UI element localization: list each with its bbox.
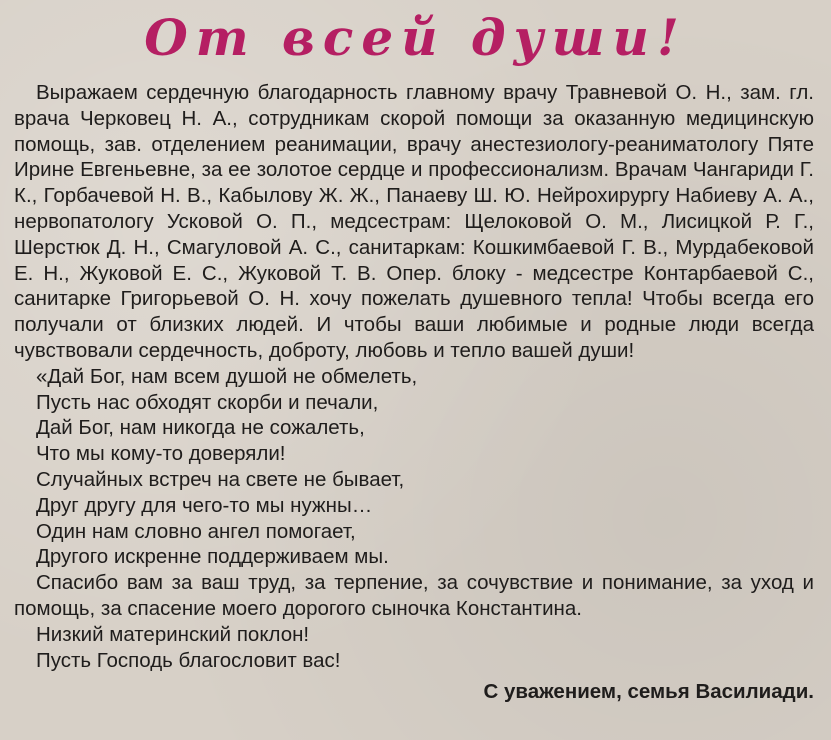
closing-block [14,622,814,674]
poem-line: «Дай Бог, нам всем душой не обмелеть, [36,364,418,388]
poem-line: Один нам словно ангел помогает, [36,519,356,543]
closing-line: Пусть Господь благословит вас! [36,648,341,672]
page-title: От всей души! [144,8,687,67]
poem-line: Дай Бог, нам никогда не сожалеть, [36,416,365,440]
poem-line: Случайных встреч на свете не бывает, [36,467,405,491]
signature: С уважением, семья Василиади. [483,680,814,704]
intro-paragraph: Выражаем сердечную благодарность главному врачу Травневой О. Н., зам. гл. врача Черковец Н. А., сотрудникам скорой помощи за оказанную медицинскую помощь, зав. отделением реанимации, врачу анестезиологу-реаниматологу Пяте Ирине Евгеньевне, за ее золотое сердце и профессионализм. Врачам Чангариди Г. К., Горбачевой Н. В., Кабылову Ж. Ж., Панаеву Ш. Ю. Нейрохирургу Набиеву А. А., нервопатологу Усковой О. П., медсестрам: Щелоковой О. М., Лисицкой Р. Г., Шерстюк Д. Н., Смагуловой А. С., санитаркам: Кошкимбаевой Г. В., Мурдабековой Е. Н., Жуковой Е. С., Жуковой Т. В. Опер. блоку - медсестре Контарбаевой С., санитарке Григорьевой О. Н. хочу пожелать душевного тепла! Чтобы всегда его получали от близких людей. И чтобы ваши любимые и родные люди всегда чувствовали сердечность, доброту, любовь и тепло вашей души! [14,81,814,362]
article-body [14,80,814,705]
poem-block [14,364,814,570]
thanks-paragraph: Спасибо вам за ваш труд, за терпение, за сочувствие и понимание, за уход и помощь, за спасение моего дорогого сыночка Константина. [14,571,814,620]
poem-line: Друг другу для чего-то мы нужны… [36,493,373,517]
poem-line: Что мы кому-то доверяли! [36,442,286,466]
poem-line: Другого искренне поддерживаем мы. [36,545,389,569]
poem-line: Пусть нас обходят скорби и печали, [36,390,379,414]
closing-line: Низкий материнский поклон! [36,622,310,646]
